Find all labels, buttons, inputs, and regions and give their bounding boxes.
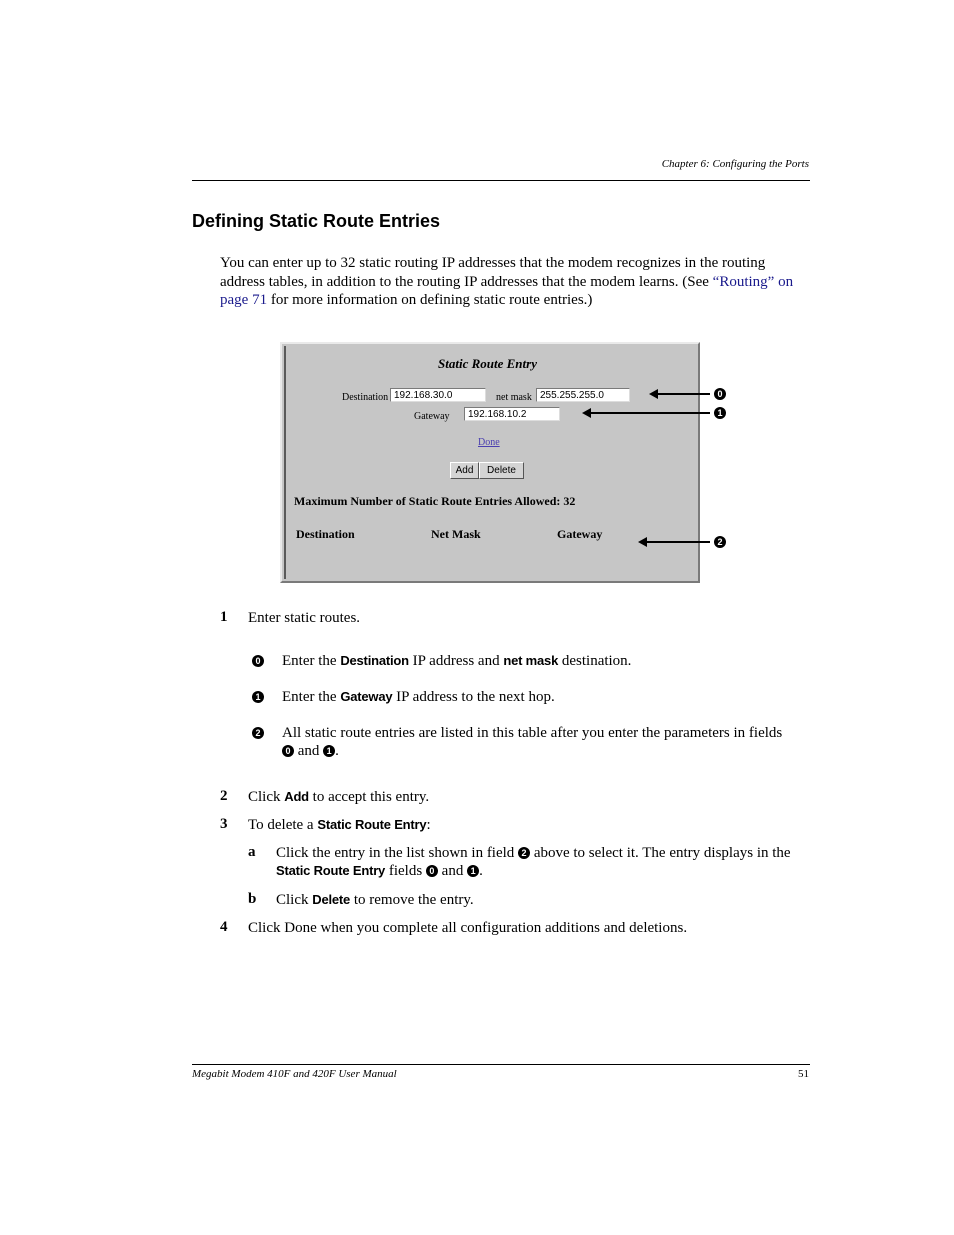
step-2-pre: Click [248,789,285,805]
step-1-text: Enter static routes. [248,610,361,626]
step-1-number: 1 [220,609,228,625]
step-3a-mid2: fields [385,863,426,879]
header-rule [192,180,810,181]
delete-button[interactable]: Delete [479,462,524,479]
sub-2-pre: All static route entries are listed in this table after you enter the parameters in fields [282,725,783,741]
destination-label: Destination [342,392,389,403]
sub-2-ref-0-icon: 0 [282,745,294,757]
netmask-input[interactable]: 255.255.255.0 [536,388,630,402]
step-3a-ref-1-icon: 1 [467,865,479,877]
sub-0-netmask: net mask [503,653,559,668]
section-title: Defining Static Route Entries [192,211,441,231]
step-2-post: to accept this entry. [308,789,430,805]
callout-2-icon: 2 [714,536,726,548]
sub-1-callout-icon: 1 [252,691,264,703]
step-3a-mid: above to select it. The entry displays in the [530,845,791,861]
done-link[interactable]: Done [478,437,500,448]
destination-input[interactable]: 192.168.30.0 [390,388,486,402]
step-3-text [248,816,431,834]
step-4-number: 4 [220,919,228,935]
step-3b-text [276,891,474,909]
step-3b-letter: b [248,891,257,907]
step-3-static-route-entry: Static Route Entry [317,817,427,832]
intro-paragraph [220,254,810,310]
step-2-number: 2 [220,788,228,804]
sub-0-pre: Enter the [282,653,341,669]
arrow-line-1 [589,412,710,414]
step-3b-delete: Delete [312,892,351,907]
sub-2-ref-1-icon: 1 [323,745,335,757]
sub-2-post: . [335,743,339,759]
callout-1-icon: 1 [714,407,726,419]
step-3-number: 3 [220,816,228,832]
static-route-entry-screenshot [280,342,700,583]
footer-rule [192,1064,810,1065]
routing-link[interactable]: “Routing” on page 71 [220,273,794,308]
sub-2-text [282,724,787,760]
step-3a-ref-2-icon: 2 [518,847,530,859]
arrow-line-0 [656,393,710,395]
step-3-post: : [426,817,431,833]
footer-title: Megabit Modem 410F and 420F User Manual [192,1068,397,1080]
step-3a-static-route-entry: Static Route Entry [276,863,386,878]
step-3a-letter: a [248,844,256,860]
sub-0-callout-icon: 0 [252,655,264,667]
step-2-text [248,788,429,806]
column-net-mask: Net Mask [431,527,481,541]
step-2-add: Add [284,789,309,804]
sub-0-text [282,652,810,670]
sub-2-callout-icon: 2 [252,727,264,739]
panel-title: Static Route Entry [438,356,537,371]
column-gateway: Gateway [557,527,603,541]
step-3a-pre: Click the entry in the list shown in field [276,845,519,861]
step-3a-post: . [479,863,483,879]
step-3a-text [276,844,810,880]
max-entries-text: Maximum Number of Static Route Entries Allowed: 32 [294,494,576,508]
step-4-text: Click Done when you complete all configuration additions and deletions. [248,920,688,936]
sub-2-and: and [294,743,324,759]
column-destination: Destination [296,527,355,541]
arrow-line-2 [645,541,710,543]
step-3b-post: to remove the entry. [350,892,474,908]
sub-0-mid: IP address and [408,653,504,669]
add-button[interactable]: Add [450,462,479,479]
page-number: 51 [798,1068,809,1080]
gateway-label: Gateway [414,411,450,422]
intro-text-after: for more information on defining static route entries.) [267,292,593,308]
sub-1-post: IP address to the next hop. [392,689,555,705]
sub-1-pre: Enter the [282,689,341,705]
step-3-pre: To delete a [248,817,318,833]
step-3a-ref-0-icon: 0 [426,865,438,877]
sub-1-text [282,688,810,706]
panel-inner [284,346,696,579]
callout-0-icon: 0 [714,388,726,400]
netmask-label: net mask [496,392,532,403]
intro-text-before: You can enter up to 32 static routing IP addresses that the modem recognizes in the routing address tables, in addition to the routing IP addresses that the modem learns. (See [220,255,766,290]
step-3a-and: and [437,863,468,879]
sub-1-gateway: Gateway [340,689,393,704]
chapter-header: Chapter 6: Configuring the Ports [661,158,809,170]
step-3b-pre: Click [276,892,313,908]
sub-0-destination: Destination [340,653,409,668]
gateway-input[interactable]: 192.168.10.2 [464,407,560,421]
sub-0-post: destination. [558,653,632,669]
